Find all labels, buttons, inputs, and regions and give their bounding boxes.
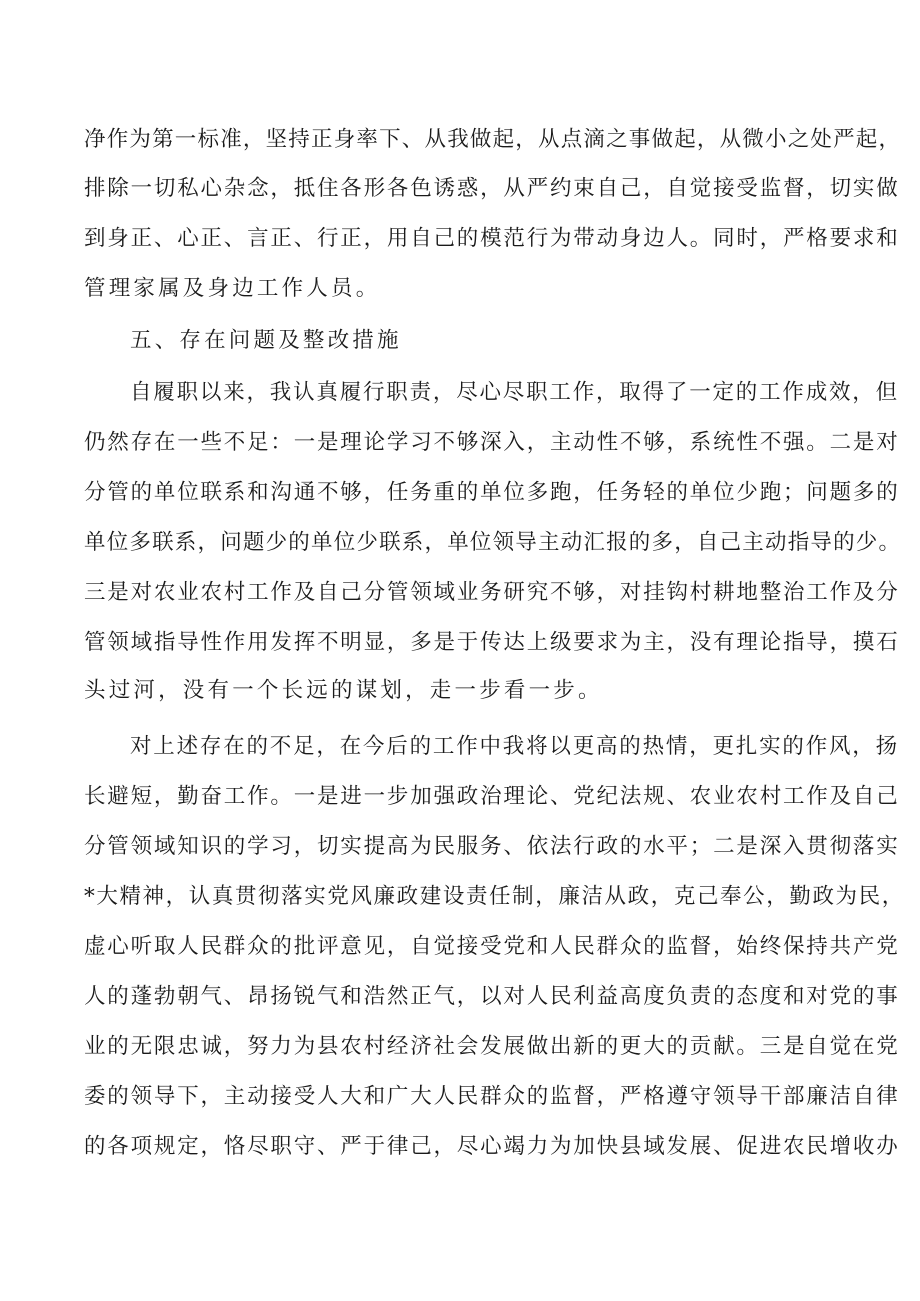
text-line: 管理家属及身边工作人员。 (84, 276, 381, 301)
text-line: 到身正、心正、言正、行正，用自己的模范行为带动身边人。同时，严格要求和 (84, 226, 900, 251)
text-line: 的各项规定，恪尽职守、严于律己，尽心竭力为加快县域发展、促进农民增收办 (84, 1134, 900, 1159)
text-line: *大精神，认真贯彻落实党风廉政建设责任制，廉洁从政，克己奉公，勤政为民， (84, 884, 905, 909)
text-line: 虚心听取人民群众的批评意见，自觉接受党和人民群众的监督，始终保持共产党 (84, 934, 900, 959)
text-line: 分管的单位联系和沟通不够，任务重的单位多跑，任务轻的单位少跑；问题多的 (84, 480, 900, 505)
text-line: 业的无限忠诚，努力为县农村经济社会发展做出新的更大的贡献。三是自觉在党 (84, 1034, 900, 1059)
text-line: 分管领域知识的学习，切实提高为民服务、依法行政的水平；二是深入贯彻落实 (84, 834, 900, 859)
text-line: 三是对农业农村工作及自己分管领域业务研究不够，对挂钩村耕地整治工作及分 (84, 580, 900, 605)
text-line: 长避短，勤奋工作。一是进一步加强政治理论、党纪法规、农业农村工作及自己 (84, 784, 900, 809)
text-line: 人的蓬勃朝气、昂扬锐气和浩然正气，以对人民利益高度负责的态度和对党的事 (84, 984, 900, 1009)
text-line: 净作为第一标准，坚持正身率下、从我做起，从点滴之事做起，从微小之处严起， (84, 127, 902, 152)
text-line: 管领域指导性作用发挥不明显，多是于传达上级要求为主，没有理论指导，摸石 (84, 630, 900, 655)
text-line: 头过河，没有一个长远的谋划，走一步看一步。 (84, 678, 603, 703)
text-line: 自履职以来，我认真履行职责，尽心尽职工作，取得了一定的工作成效，但 (130, 380, 899, 405)
text-line: 排除一切私心杂念，抵住各形各色诱惑，从严约束自己，自觉接受监督，切实做 (84, 176, 900, 201)
text-line: 委的领导下，主动接受人大和广大人民群众的监督，严格遵守领导干部廉洁自律 (84, 1084, 900, 1109)
text-line: 单位多联系，问题少的单位少联系，单位领导主动汇报的多，自己主动指导的少。 (84, 530, 902, 555)
text-line: 仍然存在一些不足：一是理论学习不够深入，主动性不够，系统性不强。二是对 (84, 430, 900, 455)
text-line: 对上述存在的不足，在今后的工作中我将以更高的热情，更扎实的作风，扬 (130, 734, 899, 759)
section-heading: 五、存在问题及整改措施 (130, 328, 402, 353)
